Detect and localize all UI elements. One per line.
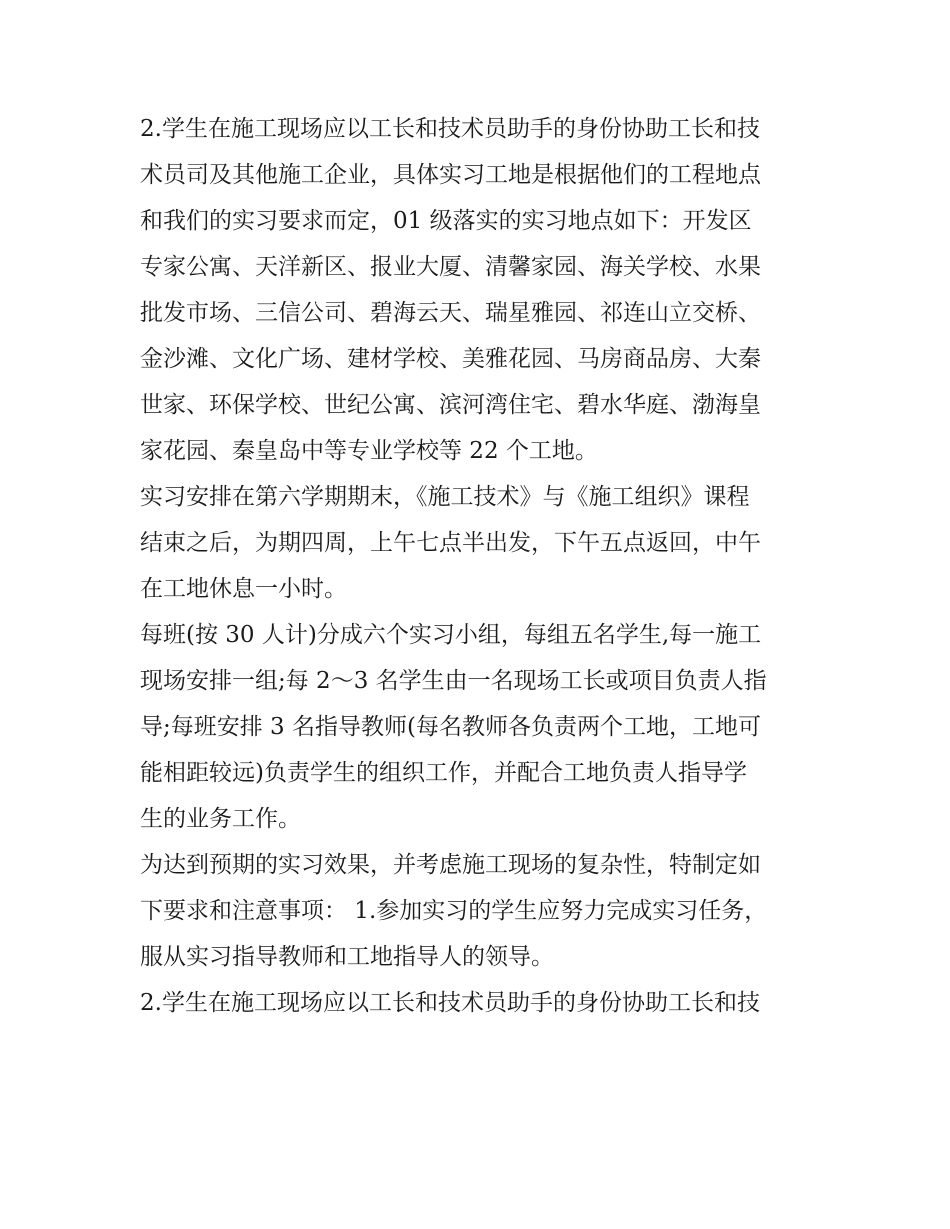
text-line: 能相距较远)负责学生的组织工作，并配合工地负责人指导学 (140, 760, 747, 786)
text-line: 为达到预期的实习效果，并考虑施工现场的复杂性，特制定如 (140, 852, 761, 878)
text-line: 结束之后，为期四周，上午七点半出发，下午五点返回，中午 (140, 530, 761, 556)
text-line: 生的业务工作。 (140, 806, 301, 832)
text-line: 现场安排一组;每 2～3 名学生由一名现场工长或项目负责人指 (140, 668, 767, 694)
text-line: 术员司及其他施工企业，具体实习工地是根据他们的工程地点 (140, 162, 761, 188)
text-line: 专家公寓、天洋新区、报业大厦、清馨家园、海关学校、水果 (140, 254, 761, 280)
paragraph-grouping (140, 612, 820, 842)
text-line: 2.学生在施工现场应以工长和技术员助手的身份协助工长和技 (140, 116, 760, 142)
document-body (140, 106, 820, 1026)
text-line: 导;每班安排 3 名指导教师(每名教师各负责两个工地，工地可 (140, 714, 761, 740)
paragraph-internship-sites (140, 106, 820, 474)
text-line: 世家、环保学校、世纪公寓、滨河湾住宅、碧水华庭、渤海皇 (140, 392, 761, 418)
text-line: 实习安排在第六学期期末，《施工技术》与《施工组织》课程 (140, 484, 750, 510)
text-line: 在工地休息一小时。 (140, 576, 347, 602)
paragraph-student-role (140, 980, 820, 1026)
text-line: 金沙滩、文化广场、建材学校、美雅花园、马房商品房、大秦 (140, 346, 761, 372)
paragraph-schedule (140, 474, 820, 612)
paragraph-requirements (140, 842, 820, 980)
text-line: 下要求和注意事项： 1.参加实习的学生应努力完成实习任务， (140, 898, 768, 924)
text-line: 家花园、秦皇岛中等专业学校等 22 个工地。 (140, 438, 598, 464)
text-line: 批发市场、三信公司、碧海云天、瑞星雅园、祁连山立交桥、 (140, 300, 761, 326)
text-line: 2.学生在施工现场应以工长和技术员助手的身份协助工长和技 (140, 990, 760, 1016)
text-line: 和我们的实习要求而定，01 级落实的实习地点如下：开发区 (140, 208, 752, 234)
text-line: 每班(按 30 人计)分成六个实习小组，每组五名学生,每一施工 (140, 622, 762, 648)
text-line: 服从实习指导教师和工地指导人的领导。 (140, 944, 554, 970)
